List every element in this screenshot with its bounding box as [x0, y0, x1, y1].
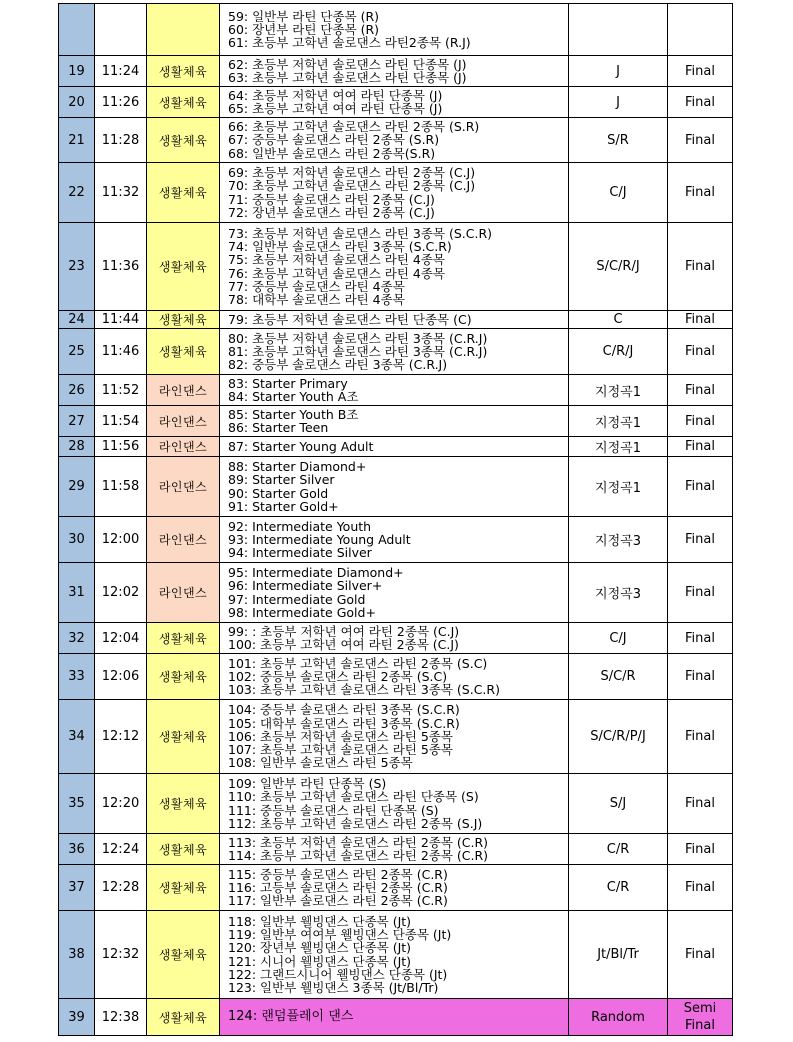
row-events — [220, 87, 569, 118]
row-number: 37 — [59, 865, 95, 911]
event-line: 102: 중등부 솔로댄스 라틴 2종목 (S.C) — [228, 668, 448, 684]
event-line: 84: Starter Youth A조 — [228, 389, 359, 404]
row-category: 생활체육 — [147, 999, 220, 1036]
table-row — [59, 865, 733, 911]
row-dance: S/C/R — [569, 654, 668, 700]
row-dance: 지정곡1 — [569, 375, 668, 406]
row-number: 32 — [59, 623, 95, 654]
row-events — [220, 118, 569, 163]
row-round: Final — [668, 406, 733, 437]
row-category: 생활체육 — [147, 56, 220, 87]
row-category: 생활체육 — [147, 118, 220, 163]
row-dance: J — [569, 87, 668, 118]
event-line: 60: 장년부 라틴 단종목 (R) — [228, 21, 380, 37]
row-events — [220, 999, 569, 1036]
event-line: 68: 일반부 솔로댄스 라틴 2종목(S.R) — [228, 145, 436, 161]
event-line: 123: 일반부 웰빙댄스 3종목 (Jt/Bl/Tr) — [228, 980, 439, 996]
row-category: 생활체육 — [147, 654, 220, 700]
row-dance: S/R — [569, 118, 668, 163]
row-category: 라인댄스 — [147, 563, 220, 623]
event-line: 117: 일반부 솔로댄스 라틴 2종목 (C.R) — [228, 893, 448, 909]
row-events — [220, 774, 569, 834]
row-dance: C/J — [569, 163, 668, 223]
row-dance: Random — [569, 999, 668, 1036]
row-events — [220, 865, 569, 911]
event-line: 88: Starter Diamond+ — [228, 458, 367, 474]
table-row — [59, 87, 733, 118]
row-dance: S/J — [569, 774, 668, 834]
row-dance: 지정곡3 — [569, 517, 668, 563]
event-line: 115: 중등부 솔로댄스 라틴 2종목 (C.R) — [228, 866, 448, 882]
event-line: 72: 장년부 솔로댄스 라틴 2종목 (C.J) — [228, 204, 435, 220]
row-events — [220, 457, 569, 517]
row-round: Final — [668, 911, 733, 999]
event-line: 86: Starter Teen — [228, 420, 329, 435]
event-line: 112: 초등부 고학년 솔로댄스 라틴 2종목 (S.J) — [228, 815, 483, 831]
table-row — [59, 911, 733, 999]
table-row — [59, 223, 733, 311]
event-line: 109: 일반부 라틴 단종목 (S) — [228, 775, 387, 791]
row-time: 11:32 — [95, 163, 147, 223]
row-time: 12:12 — [95, 700, 147, 774]
table-row — [59, 517, 733, 563]
row-time: 12:06 — [95, 654, 147, 700]
row-category: 생활체육 — [147, 329, 220, 375]
event-line: 66: 초등부 고학년 솔로댄스 라틴 2종목 (S.R) — [228, 119, 480, 135]
row-round: Final — [668, 87, 733, 118]
row-events — [220, 329, 569, 375]
row-dance: 지정곡1 — [569, 406, 668, 437]
event-line: 120: 장년부 웰빙댄스 단종목 (Jt) — [228, 940, 412, 956]
event-line: 77: 중등부 솔로댄스 라틴 4종목 — [228, 278, 405, 294]
row-category: 생활체육 — [147, 911, 220, 999]
table-row — [59, 623, 733, 654]
row-round — [668, 4, 733, 56]
event-line: 122: 그랜드시니어 웰빙댄스 단종목 (Jt) — [228, 966, 448, 982]
table-row — [59, 375, 733, 406]
event-line: 110: 초등부 고학년 솔로댄스 라틴 단종목 (S) — [228, 789, 479, 805]
row-category: 생활체육 — [147, 774, 220, 834]
row-dance — [569, 4, 668, 56]
row-round: Final — [668, 437, 733, 457]
event-line: 104: 중등부 솔로댄스 라틴 3종목 (S.C.R) — [228, 702, 460, 718]
row-category: 생활체육 — [147, 163, 220, 223]
row-events — [220, 517, 569, 563]
table-row — [59, 56, 733, 87]
row-number: 28 — [59, 437, 95, 457]
row-time: 12:20 — [95, 774, 147, 834]
event-line: 85: Starter Youth B조 — [228, 406, 359, 422]
schedule-body — [59, 4, 733, 1036]
event-line: 105: 대학부 솔로댄스 라틴 3종목 (S.C.R) — [228, 715, 460, 731]
event-line: 116: 고등부 솔로댄스 라틴 2종목 (C.R) — [228, 879, 448, 895]
row-round: Final — [668, 865, 733, 911]
row-dance: C/R — [569, 865, 668, 911]
event-line: 97: Intermediate Gold — [228, 591, 366, 607]
event-line: 79: 초등부 저학년 솔로댄스 라틴 단종목 (C) — [228, 311, 472, 327]
row-number: 36 — [59, 834, 95, 865]
table-row — [59, 700, 733, 774]
row-time: 11:26 — [95, 87, 147, 118]
row-number: 31 — [59, 563, 95, 623]
row-time: 11:24 — [95, 56, 147, 87]
event-line: 93: Intermediate Young Adult — [228, 531, 411, 547]
row-category: 생활체육 — [147, 623, 220, 654]
table-row — [59, 834, 733, 865]
row-time: 12:28 — [95, 865, 147, 911]
event-line: 83: Starter Primary — [228, 375, 348, 391]
event-line: 99: : 초등부 저학년 여여 라틴 2종목 (C.J) — [228, 623, 460, 639]
event-line: 76: 초등부 고학년 솔로댄스 라틴 4종목 — [228, 265, 445, 281]
row-round: Final — [668, 56, 733, 87]
row-dance: 지정곡1 — [569, 437, 668, 457]
row-round: Final — [668, 329, 733, 375]
event-line: 96: Intermediate Silver+ — [228, 578, 383, 594]
row-category: 생활체육 — [147, 865, 220, 911]
row-number: 29 — [59, 457, 95, 517]
row-events — [220, 623, 569, 654]
event-line: 65: 초등부 고학년 여여 라틴 단종목 (J) — [228, 101, 443, 116]
row-dance: S/C/R/J — [569, 223, 668, 311]
row-time: 12:04 — [95, 623, 147, 654]
row-events — [220, 700, 569, 774]
event-line: 90: Starter Gold — [228, 485, 329, 501]
table-row — [59, 118, 733, 163]
row-time: 11:52 — [95, 375, 147, 406]
row-events — [220, 654, 569, 700]
row-time: 12:00 — [95, 517, 147, 563]
event-line: 81: 초등부 고학년 솔로댄스 라틴 3종목 (C.R.J) — [228, 343, 488, 359]
row-category: 생활체육 — [147, 834, 220, 865]
row-number: 38 — [59, 911, 95, 999]
row-dance: 지정곡3 — [569, 563, 668, 623]
row-category: 라인댄스 — [147, 517, 220, 563]
row-dance: C/R/J — [569, 329, 668, 375]
row-category: 생활체육 — [147, 223, 220, 311]
row-events — [220, 163, 569, 223]
row-category: 라인댄스 — [147, 437, 220, 457]
row-round: Final — [668, 774, 733, 834]
row-category: 라인댄스 — [147, 406, 220, 437]
event-line: 91: Starter Gold+ — [228, 498, 339, 514]
table-row — [59, 311, 733, 329]
event-line: 69: 초등부 저학년 솔로댄스 라틴 2종목 (C.J) — [228, 164, 476, 180]
row-time: 12:24 — [95, 834, 147, 865]
row-category: 생활체육 — [147, 311, 220, 329]
event-line: 64: 초등부 저학년 여여 라틴 단종목 (J) — [228, 87, 443, 103]
event-line: 75: 초등부 저학년 솔로댄스 라틴 4종목 — [228, 252, 445, 268]
row-category: 생활체육 — [147, 87, 220, 118]
event-line: 106: 초등부 저학년 솔로댄스 라틴 5종목 — [228, 728, 453, 744]
row-dance: Jt/Bl/Tr — [569, 911, 668, 999]
row-time: 12:32 — [95, 911, 147, 999]
table-row — [59, 457, 733, 517]
schedule-table — [58, 3, 733, 1036]
row-dance: C/R — [569, 834, 668, 865]
row-number: 24 — [59, 311, 95, 329]
table-row — [59, 329, 733, 375]
row-number: 39 — [59, 999, 95, 1036]
event-line: 61: 초등부 고학년 솔로댄스 라틴2종목 (R.J) — [228, 35, 471, 51]
event-line: 108: 일반부 솔로댄스 라틴 5종목 — [228, 755, 413, 771]
row-events — [220, 834, 569, 865]
row-round: Final — [668, 163, 733, 223]
event-line: 89: Starter Silver — [228, 472, 335, 488]
row-events — [220, 223, 569, 311]
row-events — [220, 56, 569, 87]
row-number: 20 — [59, 87, 95, 118]
event-line: 63: 초등부 고학년 솔로댄스 라틴 단종목 (J) — [228, 70, 467, 85]
event-line: 98: Intermediate Gold+ — [228, 604, 376, 620]
row-round: Final — [668, 457, 733, 517]
row-round: Final — [668, 623, 733, 654]
event-line: 114: 초등부 고학년 솔로댄스 라틴 2종목 (C.R) — [228, 848, 489, 863]
event-line: 82: 중등부 솔로댄스 라틴 3종목 (C.R.J) — [228, 357, 448, 373]
event-line: 119: 일반부 여여부 웰빙댄스 단종목 (Jt) — [228, 926, 452, 942]
row-dance: C/J — [569, 623, 668, 654]
row-number: 27 — [59, 406, 95, 437]
event-line: 73: 초등부 저학년 솔로댄스 라틴 3종목 (S.C.R) — [228, 225, 493, 241]
row-events — [220, 4, 569, 56]
row-events — [220, 406, 569, 437]
table-row — [59, 999, 733, 1036]
row-time: 11:46 — [95, 329, 147, 375]
event-line: 95: Intermediate Diamond+ — [228, 564, 404, 580]
event-line: 100: 초등부 고학년 여여 라틴 2종목 (C.J) — [228, 637, 459, 652]
table-row — [59, 437, 733, 457]
row-events — [220, 911, 569, 999]
row-round: Semi Final — [668, 999, 733, 1036]
row-time: 11:54 — [95, 406, 147, 437]
row-time: 11:56 — [95, 437, 147, 457]
row-time: 12:38 — [95, 999, 147, 1036]
event-line: 94: Intermediate Silver — [228, 545, 372, 561]
row-events — [220, 563, 569, 623]
event-line: 101: 초등부 고학년 솔로댄스 라틴 2종목 (S.C) — [228, 655, 488, 671]
row-number: 19 — [59, 56, 95, 87]
table-row — [59, 563, 733, 623]
row-number: 34 — [59, 700, 95, 774]
event-line: 113: 초등부 저학년 솔로댄스 라틴 2종목 (C.R) — [228, 834, 489, 850]
row-number: 30 — [59, 517, 95, 563]
row-dance: S/C/R/P/J — [569, 700, 668, 774]
event-line: 111: 중등부 솔로댄스 라틴 단종목 (S) — [228, 802, 439, 818]
row-category: 라인댄스 — [147, 457, 220, 517]
row-dance: 지정곡1 — [569, 457, 668, 517]
event-line: 59: 일반부 라틴 단종목 (R) — [228, 8, 380, 24]
event-line: 71: 중등부 솔로댄스 라틴 2종목 (C.J) — [228, 191, 435, 207]
row-number: 23 — [59, 223, 95, 311]
row-number: 33 — [59, 654, 95, 700]
row-round: Final — [668, 700, 733, 774]
table-row — [59, 654, 733, 700]
event-line: 107: 초등부 고학년 솔로댄스 라틴 5종목 — [228, 742, 453, 758]
row-time — [95, 4, 147, 56]
row-time: 11:58 — [95, 457, 147, 517]
row-events — [220, 437, 569, 457]
row-number: 25 — [59, 329, 95, 375]
row-round: Final — [668, 375, 733, 406]
table-row — [59, 774, 733, 834]
row-round: Final — [668, 311, 733, 329]
event-line: 118: 일반부 웰빙댄스 단종목 (Jt) — [228, 913, 412, 929]
row-time: 11:44 — [95, 311, 147, 329]
row-number: 35 — [59, 774, 95, 834]
table-row — [59, 406, 733, 437]
row-events — [220, 375, 569, 406]
row-number: 26 — [59, 375, 95, 406]
row-round: Final — [668, 834, 733, 865]
row-dance: C — [569, 311, 668, 329]
row-round: Final — [668, 563, 733, 623]
row-dance: J — [569, 56, 668, 87]
table-row — [59, 163, 733, 223]
row-time: 11:28 — [95, 118, 147, 163]
row-category: 생활체육 — [147, 700, 220, 774]
event-line: 80: 초등부 저학년 솔로댄스 라틴 3종목 (C.R.J) — [228, 330, 488, 346]
event-line: 67: 중등부 솔로댄스 라틴 2종목 (S.R) — [228, 132, 440, 148]
row-category: 라인댄스 — [147, 375, 220, 406]
event-line: 92: Intermediate Youth — [228, 518, 372, 534]
row-round: Final — [668, 517, 733, 563]
event-line: 74: 일반부 솔로댄스 라틴 3종목 (S.C.R) — [228, 238, 452, 254]
event-line: 87: Starter Young Adult — [228, 438, 374, 454]
event-line: 121: 시니어 웰빙댄스 단종목 (Jt) — [228, 953, 412, 969]
row-number: 22 — [59, 163, 95, 223]
event-line: 70: 초등부 고학년 솔로댄스 라틴 2종목 (C.J) — [228, 178, 476, 194]
row-number: 21 — [59, 118, 95, 163]
row-category — [147, 4, 220, 56]
row-events — [220, 311, 569, 329]
event-line: 124: 랜덤플레이 댄스 — [228, 1009, 354, 1025]
table-row — [59, 4, 733, 56]
row-time: 11:36 — [95, 223, 147, 311]
event-line: 78: 대학부 솔로댄스 라틴 4종목 — [228, 292, 405, 308]
event-line: 62: 초등부 저학년 솔로댄스 라틴 단종목 (J) — [228, 56, 467, 72]
row-number — [59, 4, 95, 56]
row-round: Final — [668, 654, 733, 700]
event-line: 103: 초등부 고학년 솔로댄스 라틴 3종목 (S.C.R) — [228, 682, 500, 698]
row-round: Final — [668, 223, 733, 311]
row-round: Final — [668, 118, 733, 163]
row-time: 12:02 — [95, 563, 147, 623]
